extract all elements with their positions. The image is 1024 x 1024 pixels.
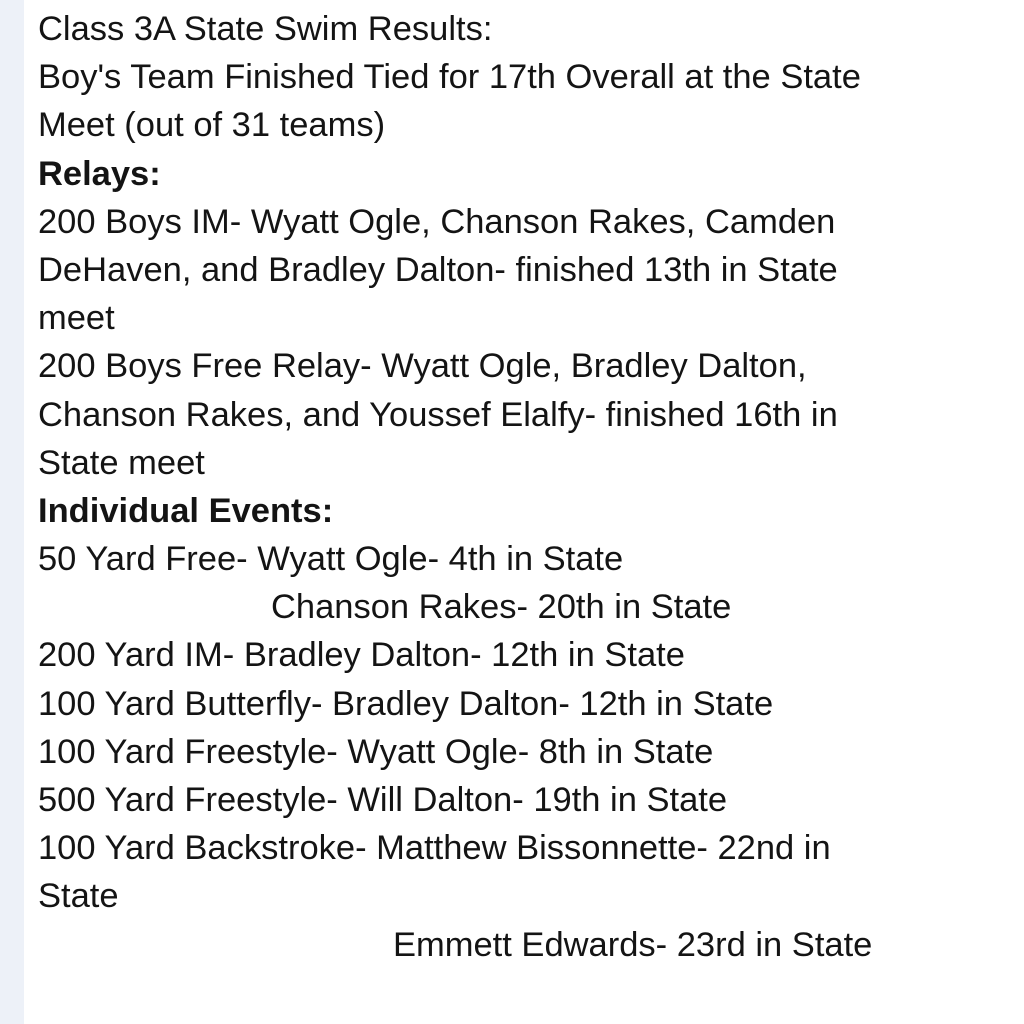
post-text-body <box>38 5 1018 969</box>
relay-line: 200 Boys Free Relay- Wyatt Ogle, Bradley Dalton, <box>38 347 807 386</box>
team-result-line: Boy's Team Finished Tied for 17th Overall at the State <box>38 58 861 97</box>
individual-event-line: Emmett Edwards- 23rd in State <box>393 925 873 964</box>
relay-line: Chanson Rakes, and Youssef Elalfy- finished 16th in <box>38 395 838 434</box>
individual-event-line: 200 Yard IM- Bradley Dalton- 12th in State <box>38 636 685 675</box>
relay-line: 200 Boys IM- Wyatt Ogle, Chanson Rakes, Camden <box>38 202 836 241</box>
individual-event-line: 50 Yard Free- Wyatt Ogle- 4th in State <box>38 540 624 579</box>
individual-events-heading: Individual Events: <box>38 491 334 530</box>
relay-line: State meet <box>38 443 205 482</box>
individual-event-line: Chanson Rakes- 20th in State <box>271 588 732 627</box>
relay-line: meet <box>38 299 115 338</box>
post-title: Class 3A State Swim Results: <box>38 10 493 48</box>
individual-event-line: State <box>38 877 119 916</box>
relay-line: DeHaven, and Bradley Dalton- finished 13th in State <box>38 250 838 289</box>
individual-event-line: 100 Yard Freestyle- Wyatt Ogle- 8th in State <box>38 732 714 771</box>
left-edge-strip <box>0 0 24 1024</box>
team-result-line: Meet (out of 31 teams) <box>38 106 386 145</box>
relays-heading: Relays: <box>38 154 161 193</box>
individual-event-line: 100 Yard Backstroke- Matthew Bissonnette- 22nd in <box>38 829 831 868</box>
individual-event-line: 500 Yard Freestyle- Will Dalton- 19th in State <box>38 781 728 819</box>
individual-event-line: 100 Yard Butterfly- Bradley Dalton- 12th in State <box>38 684 774 723</box>
